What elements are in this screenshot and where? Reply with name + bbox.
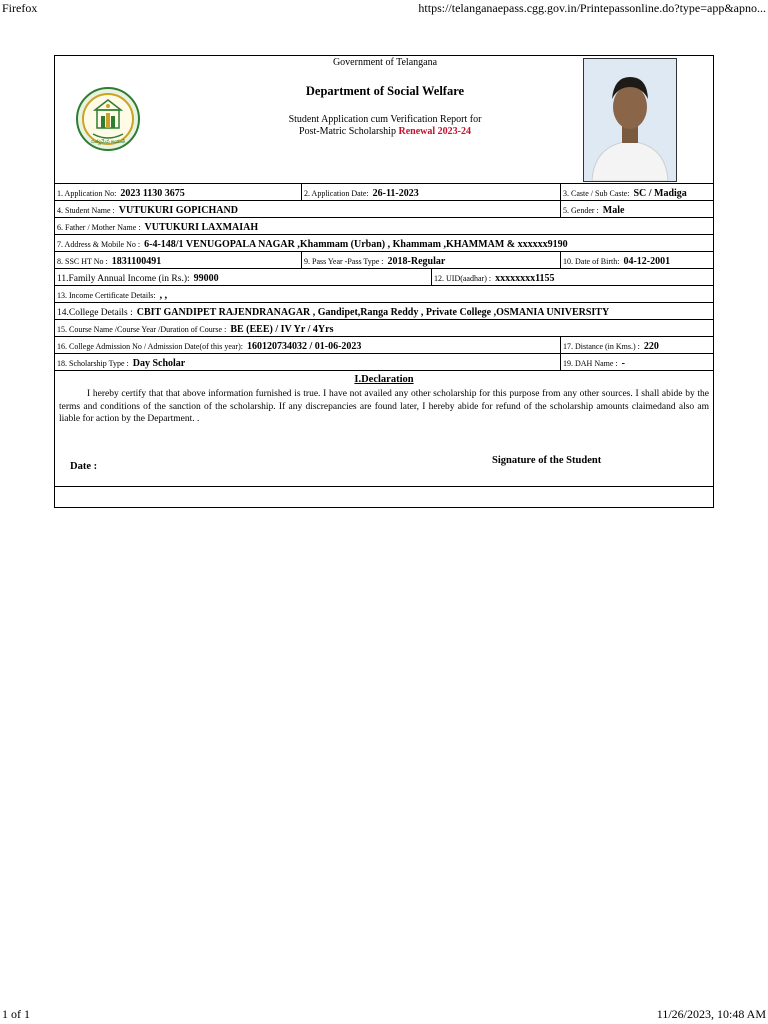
admission-cell	[55, 337, 560, 353]
report-title-line1: Student Application cum Verification Report for	[288, 114, 482, 125]
row-college	[55, 303, 713, 320]
address-cell	[55, 235, 713, 251]
gender-cell	[560, 201, 713, 217]
student-photo-icon	[584, 59, 676, 181]
row-income	[55, 269, 713, 286]
dah-name-value: -	[621, 358, 625, 369]
distance-value: 220	[643, 341, 659, 352]
application-date-value: 26-11-2023	[372, 188, 419, 199]
gender-label: 5. Gender :	[563, 206, 599, 215]
declaration-text: I hereby certify that that above information furnished is true. I have not availed any other scholarship for this purpose from any other sources. I shall abide by the terms and conditions of the sanction of the scholarship. If any discrepancies are found later, I hereby abide for refund of the scholarship amounts claimedand also am liable for action by the Department. .	[59, 389, 709, 424]
course-label: 15. Course Name /Course Year /Duration of Course :	[57, 325, 227, 334]
renewal-label: Renewal 2023-24	[398, 126, 471, 137]
student-photo	[583, 58, 677, 182]
distance-label: 17. Distance (in Kms.) :	[563, 342, 640, 351]
college-cell	[55, 303, 713, 319]
signature-label: Signature of the Student	[492, 455, 602, 466]
student-name-value: VUTUKURI GOPICHAND	[118, 205, 238, 216]
print-timestamp: 11/26/2023, 10:48 AM	[656, 1007, 766, 1021]
dah-name-label: 19. DAH Name :	[563, 359, 618, 368]
admission-value: 160120734032 / 01-06-2023	[246, 341, 362, 352]
application-no-cell	[55, 184, 301, 200]
scholarship-type-label: 18. Scholarship Type :	[57, 359, 129, 368]
pass-year-value: 2018-Regular	[387, 256, 446, 267]
row-application	[55, 184, 713, 201]
uid-label: 12. UID(aadhar) :	[434, 274, 492, 283]
address-label: 7. Address & Mobile No :	[57, 240, 141, 249]
declaration-section	[55, 371, 713, 487]
uid-value: xxxxxxxx1155	[495, 273, 555, 284]
ssc-label: 8. SSC HT No :	[57, 257, 108, 266]
row-income-cert	[55, 286, 713, 303]
distance-cell	[560, 337, 713, 353]
browser-name: Firefox	[2, 1, 38, 15]
dob-value: 04-12-2001	[623, 256, 671, 267]
scholarship-name: Post-Matric Scholarship	[299, 126, 396, 137]
emblem-motto: సత్యమేవ జయతే	[91, 140, 125, 145]
caste-label: 3. Caste / Sub Caste:	[563, 189, 630, 198]
application-no-label: 1. Application No:	[57, 189, 117, 198]
dob-label: 10. Date of Birth:	[563, 257, 620, 266]
pass-year-label: 9. Pass Year -Pass Type :	[304, 257, 384, 266]
address-value: 6-4-148/1 VENUGOPALA NAGAR ,Khammam (Urban) , Khammam ,KHAMMAM & xxxxxx9190	[144, 239, 568, 250]
father-name-value: VUTUKURI LAXMAIAH	[144, 222, 259, 233]
dob-cell	[560, 252, 713, 268]
department-title: Department of Social Welfare	[305, 84, 465, 98]
application-no-value: 2023 1130 3675	[120, 188, 185, 199]
income-label: 11.Family Annual Income (in Rs.):	[57, 274, 190, 284]
declaration-title: I.Declaration	[354, 374, 414, 385]
caste-cell	[560, 184, 713, 200]
row-address	[55, 235, 713, 252]
income-cert-cell	[55, 286, 713, 302]
page-count: 1 of 1	[2, 1007, 30, 1021]
income-cert-value: , ,	[159, 290, 168, 301]
college-value: CBIT GANDIPET RAJENDRANAGAR , Gandipet,Ranga Reddy , Private College ,OSMANIA UNIVERSITY	[136, 307, 610, 318]
college-label: 14.College Details :	[57, 308, 133, 318]
application-date-cell	[301, 184, 560, 200]
course-cell	[55, 320, 713, 336]
row-father	[55, 218, 713, 235]
income-cell	[55, 269, 431, 285]
row-course	[55, 320, 713, 337]
pass-year-cell	[301, 252, 560, 268]
father-name-cell	[55, 218, 713, 234]
verification-report	[54, 55, 714, 508]
application-date-label: 2. Application Date:	[304, 189, 369, 198]
father-name-label: 6. Father / Mother Name :	[57, 223, 141, 232]
dah-name-cell	[560, 354, 713, 370]
admission-label: 16. College Admission No / Admission Date(of this year):	[57, 342, 243, 351]
ssc-cell	[55, 252, 301, 268]
date-label: Date :	[70, 461, 98, 472]
row-ssc	[55, 252, 713, 269]
income-value: 99000	[193, 273, 219, 284]
scholarship-type-cell	[55, 354, 560, 370]
gender-value: Male	[602, 205, 625, 216]
page-url: https://telanganaepass.cgg.gov.in/Printepassonline.do?type=app&apno...	[418, 1, 766, 15]
report-title-line2	[175, 126, 595, 137]
income-cert-label: 13. Income Certificate Details:	[57, 291, 156, 300]
row-admission	[55, 337, 713, 354]
government-name: Government of Telangana	[332, 57, 438, 68]
scholarship-type-value: Day Scholar	[132, 358, 186, 369]
student-name-label: 4. Student Name :	[57, 206, 115, 215]
row-scholarship	[55, 354, 713, 371]
report-header	[55, 56, 713, 184]
course-value: BE (EEE) / IV Yr / 4Yrs	[230, 324, 334, 335]
uid-cell	[431, 269, 713, 285]
caste-value: SC / Madiga	[633, 188, 687, 199]
student-name-cell	[55, 201, 560, 217]
row-student	[55, 201, 713, 218]
ssc-value: 1831100491	[111, 256, 162, 267]
